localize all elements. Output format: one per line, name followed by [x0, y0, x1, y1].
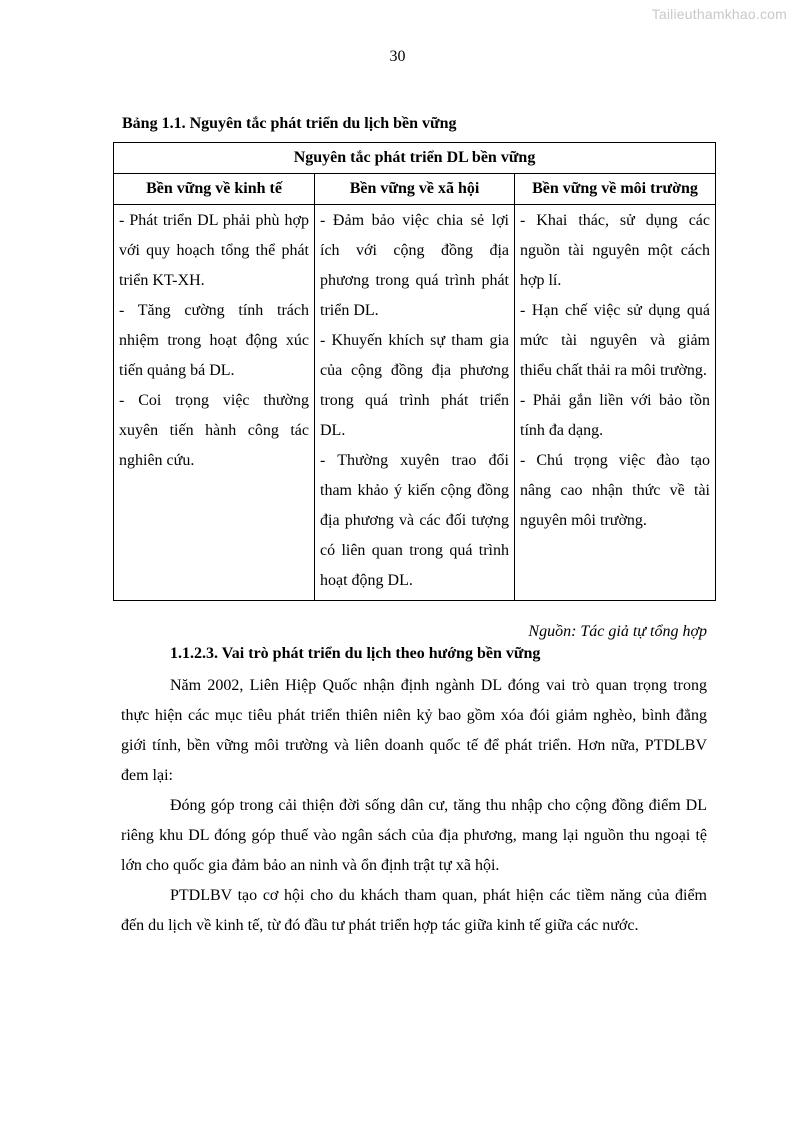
economic-item: - Phát triển DL phải phù hợp với quy hoạch tổng thể phát triển KT-XH. — [119, 212, 309, 289]
principles-table — [113, 142, 716, 601]
column-header-economic: Bền vững về kinh tế — [114, 174, 315, 205]
social-cell — [315, 205, 515, 601]
economic-cell — [114, 205, 315, 601]
body-paragraph: Năm 2002, Liên Hiệp Quốc nhận định ngành DL đóng vai trò quan trọng trong thực hiện các mục tiêu phát triển thiên niên kỷ bao gồm xóa đói giảm nghèo, bình đẳng giới tính, bền vững môi trường và liên doanh quốc tế để phát triển. Hơn nữa, PTDLBV đem lại: — [121, 677, 707, 784]
column-header-social: Bền vững về xã hội — [315, 174, 515, 205]
environment-cell — [515, 205, 716, 601]
economic-item: - Coi trọng việc thường xuyên tiến hành công tác nghiên cứu. — [119, 392, 309, 469]
page-number: 30 — [389, 48, 406, 65]
body-paragraph: PTDLBV tạo cơ hội cho du khách tham quan, phát hiện các tiềm năng của điểm đến du lịch về kinh tế, từ đó đầu tư phát triển hợp tác giữa kinh tế giữa các nước. — [121, 887, 707, 934]
environment-item: - Chú trọng việc đào tạo nâng cao nhận thức về tài nguyên môi trường. — [520, 452, 710, 529]
table-source-note: Nguồn: Tác giả tự tổng hợp — [528, 623, 707, 640]
social-item: - Đảm bảo việc chia sẻ lợi ích với cộng đồng địa phương trong quá trình phát triển DL. — [320, 212, 509, 319]
social-item: - Khuyến khích sự tham gia của cộng đồng địa phương trong quá trình phát triển DL. — [320, 332, 509, 439]
environment-item: - Khai thác, sử dụng các nguồn tài nguyên một cách hợp lí. — [520, 212, 710, 289]
environment-item: - Phải gắn liền với bảo tồn tính đa dạng. — [520, 392, 710, 439]
body-paragraph: Đóng góp trong cải thiện đời sống dân cư, tăng thu nhập cho cộng đồng điểm DL riêng khu DL đóng góp thuế vào ngân sách của địa phương, mang lại nguồn thu ngoại tệ lớn cho quốc gia đảm bảo an ninh và ổn định trật tự xã hội. — [121, 797, 707, 874]
social-item: - Thường xuyên trao đổi tham khảo ý kiến cộng đồng địa phương và các đối tượng có liên quan trong quá trình hoạt động DL. — [320, 452, 509, 589]
section-body — [121, 671, 707, 941]
table-caption: Bảng 1.1. Nguyên tắc phát triển du lịch bền vững — [122, 115, 457, 132]
watermark: Tailieuthamkhao.com — [651, 6, 787, 22]
environment-item: - Hạn chế việc sử dụng quá mức tài nguyên và giảm thiểu chất thải ra môi trường. — [520, 302, 710, 379]
table-body-row — [114, 205, 716, 601]
column-header-environment: Bền vững về môi trường — [515, 174, 716, 205]
table-column-header-row — [114, 174, 716, 205]
table-main-header-row — [114, 143, 716, 174]
section-heading: 1.1.2.3. Vai trò phát triển du lịch theo hướng bền vững — [170, 645, 541, 662]
table-main-header: Nguyên tắc phát triển DL bền vững — [114, 143, 716, 174]
economic-item: - Tăng cường tính trách nhiệm trong hoạt động xúc tiến quảng bá DL. — [119, 302, 309, 379]
